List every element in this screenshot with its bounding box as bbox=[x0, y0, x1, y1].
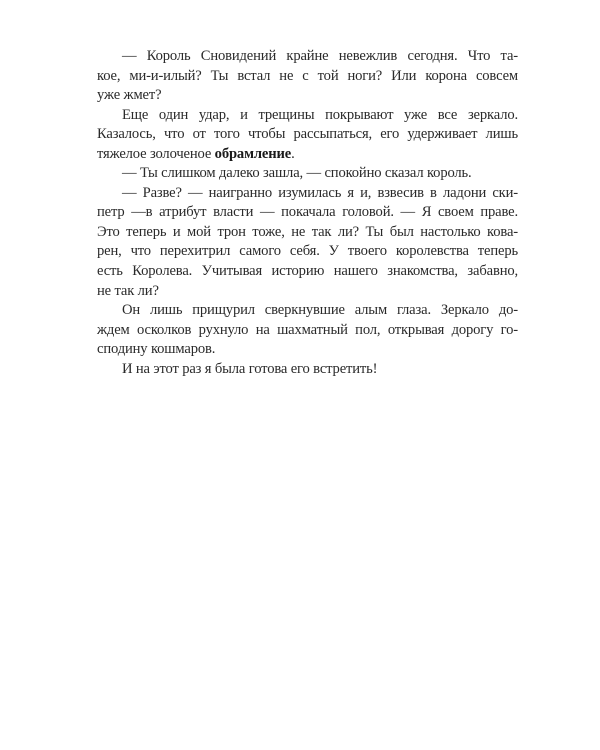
text-line bbox=[97, 86, 518, 106]
text-line bbox=[97, 106, 518, 126]
text-line bbox=[97, 203, 518, 223]
line-text: — Разве? — наигранно изумилась я и, взвесив в ладони ски- bbox=[122, 184, 518, 201]
text-line bbox=[97, 282, 518, 302]
text-line bbox=[97, 301, 518, 321]
line-text: Он лишь прищурил сверкнувшие алым глаза. Зеркало до- bbox=[122, 302, 518, 319]
document-page bbox=[97, 47, 518, 379]
text-line bbox=[97, 242, 518, 262]
text-line bbox=[97, 321, 518, 341]
bold-term: обрамление bbox=[214, 145, 292, 162]
text-line bbox=[97, 360, 518, 380]
text-line bbox=[97, 145, 518, 165]
line-text: Это теперь и мой трон тоже, не так ли? Ты был настолько кова- bbox=[97, 223, 518, 240]
line-text: тяжелое золоченое bbox=[97, 145, 215, 162]
text-line bbox=[97, 164, 518, 184]
line-text: И на этот раз я была готова его встретить! bbox=[122, 360, 378, 377]
text-line bbox=[97, 340, 518, 360]
line-text: не так ли? bbox=[97, 282, 159, 299]
line-text: сподину кошмаров. bbox=[97, 341, 216, 358]
text-line bbox=[97, 262, 518, 282]
line-text: уже жмет? bbox=[97, 87, 162, 104]
line-text: рен, что перехитрил самого себя. У твоего королевства теперь bbox=[97, 243, 518, 260]
text-line bbox=[97, 184, 518, 204]
text-line bbox=[97, 125, 518, 145]
line-text: — Король Сновидений крайне невежлив сегодня. Что та- bbox=[122, 48, 518, 64]
text-line bbox=[97, 67, 518, 87]
line-text: есть Королева. Учитывая историю нашего знакомства, забавно, bbox=[97, 263, 518, 280]
line-text: ждем осколков рухнуло на шахматный пол, открывая дорогу го- bbox=[97, 321, 518, 338]
line-text: — Ты слишком далеко зашла, — спокойно сказал король. bbox=[122, 165, 472, 182]
line-text: Еще один удар, и трещины покрывают уже все зеркало. bbox=[122, 106, 518, 123]
line-text: кое, ми-и-илый? Ты встал не с той ноги? Или корона совсем bbox=[97, 67, 518, 84]
text-line bbox=[97, 223, 518, 243]
text-line bbox=[97, 47, 518, 67]
line-text: петр —в атрибут власти — покачала головой. — Я своем праве. bbox=[97, 204, 518, 221]
line-text: Казалось, что от того чтобы рассыпаться, его удерживает лишь bbox=[97, 126, 518, 143]
line-text-after: . bbox=[291, 145, 295, 162]
